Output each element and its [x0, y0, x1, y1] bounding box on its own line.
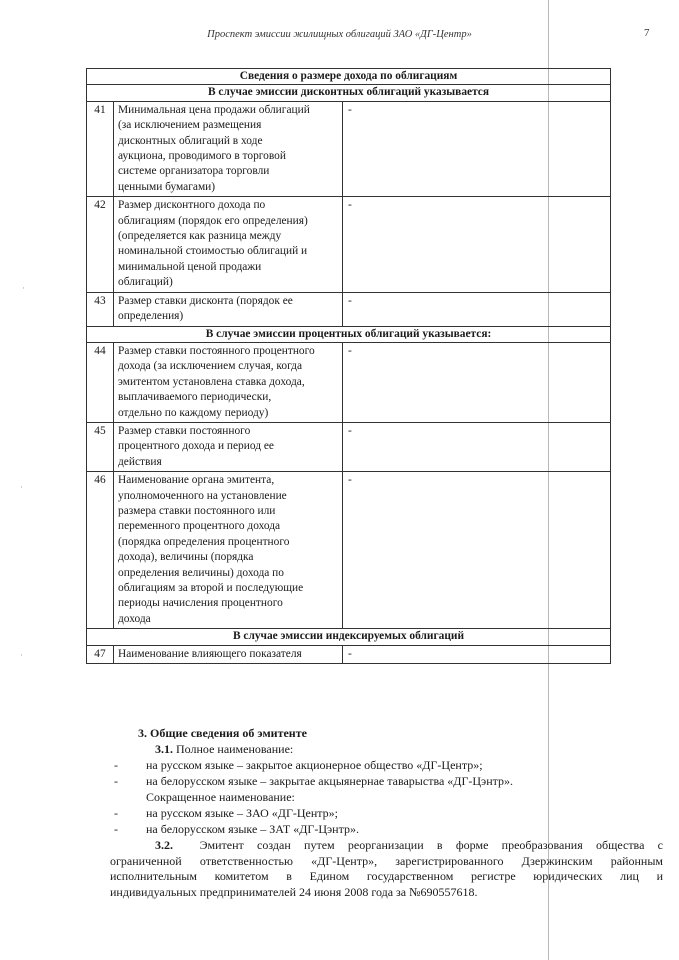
item-3-2-line-4: индивидуальных предпринимателей 24 июня 2008 года за №690557618. [110, 884, 478, 899]
description-line: ценными бумагами) [118, 180, 216, 193]
description-line: системе организатора торговли [118, 165, 270, 178]
section-heading: В случае эмиссии индексируемых облигаций [87, 629, 611, 645]
description-line: действия [118, 455, 162, 468]
short-name-by: на белорусском языке – ЗАТ «ДГ-Цэнтр». [146, 822, 359, 836]
bullet-dash: - [114, 806, 118, 820]
scan-speck: · [22, 283, 25, 293]
item-3-2-line-2: ограниченной ответственностью «ДГ-Центр», зарегистрированного Дзержинским районным [110, 853, 663, 868]
row-description [114, 292, 343, 326]
bullet-dash: - [114, 822, 118, 836]
description-line: выплачиваемого периодически, [118, 391, 272, 404]
section-heading: В случае эмиссии дисконтных облигаций указывается [87, 85, 611, 101]
description-line: Наименование влияющего показателя [118, 647, 302, 660]
row-value: - [343, 422, 611, 471]
row-number: 45 [87, 422, 114, 471]
description-line: номинальной стоимостью облигаций и [118, 245, 308, 258]
table-title-row [87, 69, 611, 85]
row-number: 46 [87, 472, 114, 629]
item-3-2-line-1-text: Эмитент создан путем реорганизации в форме преобразования общества с [199, 838, 664, 852]
row-description [114, 342, 343, 422]
description-line: дохода (за исключением случая, когда [118, 360, 303, 373]
table-row [87, 342, 611, 422]
description-line: дохода), величины (порядка [118, 551, 254, 564]
row-description [114, 197, 343, 292]
short-name-label: Сокращенное наименование: [146, 790, 295, 804]
description-line: отдельно по каждому периоду) [118, 406, 269, 419]
bond-income-table [86, 68, 611, 664]
section-heading: В случае эмиссии процентных облигаций указывается: [87, 326, 611, 342]
row-value: - [343, 292, 611, 326]
bullet-dash: - [114, 774, 118, 788]
table-row [87, 292, 611, 326]
section-heading-row [87, 326, 611, 342]
description-line: минимальной ценой продажи [118, 260, 262, 273]
description-line: облигаций) [118, 276, 173, 289]
row-number: 42 [87, 197, 114, 292]
row-description [114, 472, 343, 629]
description-line: Размер дисконтного дохода по [118, 199, 266, 212]
full-name-by: на белорусском языке – закрытае акцыянернае таварыства «ДГ-Цэнтр». [146, 774, 514, 788]
description-line: уполномоченного на установление [118, 489, 287, 502]
scan-speck: · [20, 482, 23, 492]
description-line: (за исключением размещения [118, 119, 262, 132]
description-line: Минимальная цена продажи облигаций [118, 103, 310, 116]
row-description [114, 422, 343, 471]
description-line: (порядка определения процентного [118, 535, 290, 548]
table-body [87, 69, 611, 664]
description-line: Размер ставки постоянного [118, 424, 251, 437]
section-heading-row [87, 85, 611, 101]
description-line: определения величины) дохода по [118, 566, 284, 579]
row-number: 47 [87, 645, 114, 663]
description-line: размера ставки постоянного или [118, 504, 276, 517]
table-row [87, 422, 611, 471]
table-title: Сведения о размере дохода по облигациям [87, 69, 611, 85]
bullet-dash: - [114, 758, 118, 772]
row-description [114, 645, 343, 663]
description-line: Наименование органа эмитента, [118, 474, 275, 487]
item-3-2-line-1 [110, 838, 663, 854]
table-row [87, 645, 611, 663]
description-line: дохода [118, 612, 151, 625]
item-3-2-number: 3.2. [155, 838, 173, 852]
row-value: - [343, 645, 611, 663]
description-line: определения) [118, 310, 184, 323]
item-3-1 [155, 742, 293, 758]
description-line: периоды начисления процентного [118, 597, 283, 610]
item-3-1-number: 3.1. [155, 742, 173, 756]
row-number: 43 [87, 292, 114, 326]
description-line: облигациям (порядок его определения) [118, 214, 308, 227]
table-row [87, 472, 611, 629]
row-value: - [343, 101, 611, 196]
row-number: 44 [87, 342, 114, 422]
table-row [87, 197, 611, 292]
item-3-2-paragraph [110, 838, 663, 900]
row-description [114, 101, 343, 196]
full-name-ru: на русском языке – закрытое акционерное общество «ДГ-Центр»; [146, 758, 483, 772]
description-line: (определяется как разница между [118, 230, 282, 243]
description-line: процентного дохода и период ее [118, 440, 274, 453]
description-line: Размер ставки постоянного процентного [118, 344, 315, 357]
page-header: Проспект эмиссии жилищных облигаций ЗАО «ДГ-Центр» [207, 29, 472, 40]
description-line: Размер ставки дисконта (порядок ее [118, 294, 293, 307]
row-number: 41 [87, 101, 114, 196]
table-row [87, 101, 611, 196]
item-3-1-text: Полное наименование: [176, 742, 294, 756]
scan-speck: · [20, 650, 23, 660]
page-number: 7 [644, 27, 650, 39]
description-line: дисконтных облигаций в ходе [118, 134, 263, 147]
row-value: - [343, 197, 611, 292]
row-value: - [343, 472, 611, 629]
short-name-ru: на русском языке – ЗАО «ДГ-Центр»; [146, 806, 339, 820]
description-line: переменного процентного дохода [118, 520, 281, 533]
description-line: эмитентом установлена ставка дохода, [118, 375, 305, 388]
section-3-title: 3. Общие сведения об эмитенте [138, 726, 307, 740]
row-value: - [343, 342, 611, 422]
description-line: облигациям за второй и последующие [118, 582, 304, 594]
section-heading-row [87, 629, 611, 645]
description-line: аукциона, проводимого в торговой [118, 150, 286, 163]
item-3-2-line-3: исполнительным комитетом в Едином государственном регистре юридических лиц и [110, 869, 663, 884]
